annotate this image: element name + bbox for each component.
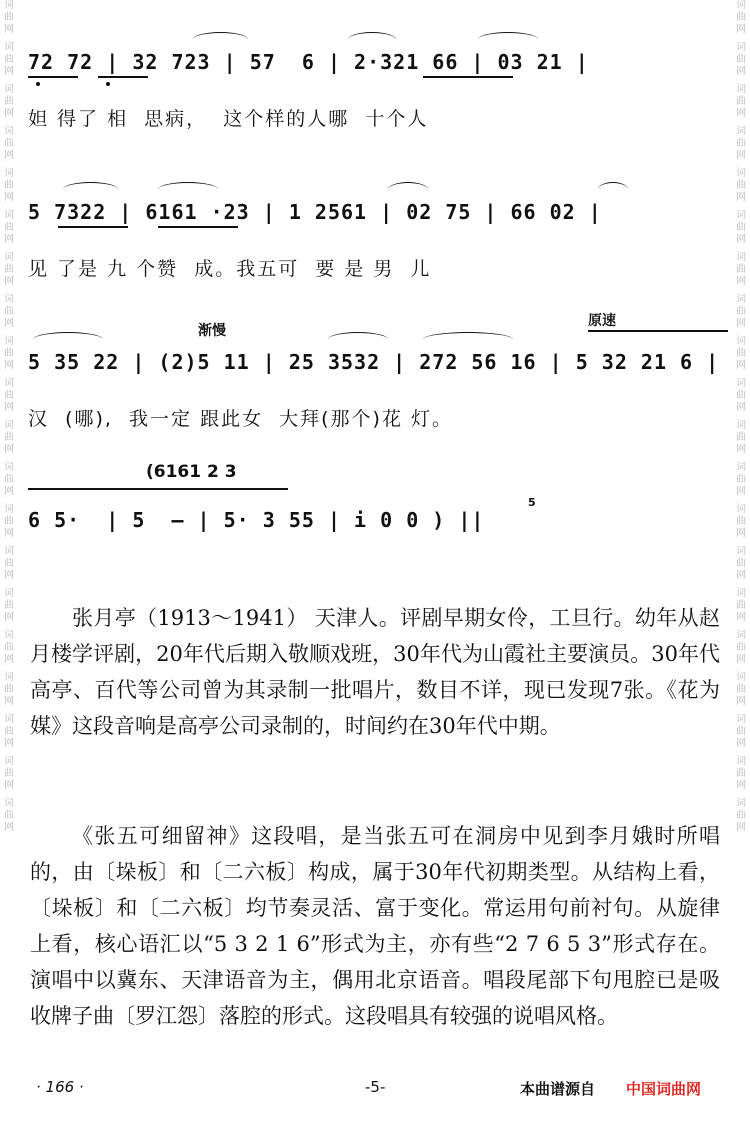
- watermark-text: 词 曲 网: [4, 504, 14, 539]
- slur: [478, 32, 538, 47]
- slur: [328, 332, 388, 347]
- underline: [98, 76, 148, 78]
- paragraph-analysis: 《张五可细留神》这段唱，是当张五可在洞房中见到李月娥时所唱的，由〔垛板〕和〔二六板〕构成，属于30年代初期类型。从结构上看，〔垛板〕和〔二六板〕均节奏灵活、富于变化。常运用句前衬句。从旋律上看，核心语汇以“5 3 2 1 6”形式为主，亦有些“2 7 6 5 3”形式存在。演唱中以冀东、天津语音为主，偶用北京语音。唱段尾部下句甩腔已是吸收牌子曲〔罗江怨〕落腔的形式。这段唱具有较强的说唱风格。: [30, 824, 720, 1028]
- watermark-text: 词 曲 网: [736, 798, 746, 833]
- underline: [158, 226, 238, 228]
- notes-row-3: 5 35 22 | (2)5 11 | 25 3532 | 272 56 16 | 5 32 21 6 |: [28, 350, 720, 374]
- notes-row-4: 6 5· | 5 — | 5· 3 55 | i 0 0 ) ||: [28, 508, 485, 532]
- watermark-text: 词 曲 网: [736, 546, 746, 581]
- watermark-text: 词 曲 网: [4, 798, 14, 833]
- notes-row-2: 5 7322 | 6161 ·23 | 1 2561 | 02 75 | 66 02 |: [28, 200, 602, 224]
- watermark-text: 词 曲 网: [736, 0, 746, 35]
- notes-row-1: 72 72 | 32 723 | 57 6 | 2·321 66 | 03 21 |: [28, 50, 589, 74]
- watermark-text: 词 曲 网: [736, 504, 746, 539]
- underline: [58, 226, 128, 228]
- lyrics-row-2: 见 了是 九 个赞 成。我五可 要 是 男 儿: [28, 258, 432, 280]
- watermark-text: 词 曲 网: [4, 756, 14, 791]
- lyrics-row-1: 妲 得了 相 思病， 这个样的人哪 十个人: [28, 108, 429, 130]
- watermark-text: 词 曲 网: [4, 210, 14, 245]
- watermark-text: 词 曲 网: [736, 294, 746, 329]
- watermark-text: 词 曲 网: [736, 462, 746, 497]
- watermark-text: 词 曲 网: [736, 714, 746, 749]
- watermark-text: 词 曲 网: [736, 672, 746, 707]
- score-row-4: [28, 462, 728, 610]
- grace-notes: (6161 2 3: [146, 462, 237, 482]
- slur: [63, 182, 118, 197]
- watermark-text: 词 曲 网: [736, 756, 746, 791]
- right-watermark-strip: [732, 0, 750, 1127]
- watermark-text: 词 曲 网: [736, 378, 746, 413]
- octave-dot: [106, 82, 110, 86]
- slur: [423, 332, 513, 347]
- source-site-link[interactable]: 中国词曲网: [626, 1080, 702, 1098]
- watermark-text: 词 曲 网: [4, 672, 14, 707]
- underline: [423, 76, 513, 78]
- watermark-text: 词 曲 网: [736, 252, 746, 287]
- watermark-text: 词 曲 网: [4, 588, 14, 623]
- watermark-text: 词 曲 网: [736, 126, 746, 161]
- source-label: 本曲谱源自: [520, 1080, 596, 1098]
- watermark-text: 词 曲 网: [4, 0, 14, 35]
- slur: [348, 32, 396, 47]
- slur: [598, 182, 628, 197]
- watermark-text: 词 曲 网: [736, 168, 746, 203]
- underline: [28, 76, 78, 78]
- jianpu-score: [28, 0, 728, 580]
- watermark-text: 词 曲 网: [4, 252, 14, 287]
- watermark-text: 词 曲 网: [4, 294, 14, 329]
- octave-dot: [36, 82, 40, 86]
- watermark-text: 词 曲 网: [4, 546, 14, 581]
- tempo-slow-mark: 渐慢: [198, 323, 226, 339]
- watermark-text: 词 曲 网: [4, 168, 14, 203]
- watermark-text: 词 曲 网: [736, 630, 746, 665]
- page-number-left: · 166 ·: [36, 1078, 84, 1096]
- slur: [158, 182, 218, 197]
- watermark-text: 词 曲 网: [736, 336, 746, 371]
- watermark-text: 词 曲 网: [736, 420, 746, 455]
- watermark-text: 词 曲 网: [4, 42, 14, 77]
- watermark-text: 词 曲 网: [736, 84, 746, 119]
- watermark-text: 词 曲 网: [4, 84, 14, 119]
- slur: [193, 32, 248, 47]
- page-number-center: -5-: [365, 1078, 386, 1096]
- score-row-2: [28, 200, 728, 310]
- watermark-text: 词 曲 网: [4, 714, 14, 749]
- watermark-text: 词 曲 网: [4, 378, 14, 413]
- tempo-original-mark: 原速: [588, 313, 616, 329]
- lyrics-row-3: 汉 (哪), 我一定 跟此女 大拜(那个)花 灯。: [28, 408, 454, 430]
- grace-superscript: 5: [528, 496, 536, 509]
- score-row-1: [28, 50, 728, 160]
- watermark-text: 词 曲 网: [736, 210, 746, 245]
- score-row-3: [28, 313, 728, 460]
- watermark-text: 词 曲 网: [4, 462, 14, 497]
- slur: [33, 332, 103, 347]
- watermark-text: 词 曲 网: [4, 336, 14, 371]
- watermark-text: 词 曲 网: [4, 630, 14, 665]
- watermark-text: 词 曲 网: [736, 42, 746, 77]
- paragraph-biography: 张月亭（1913～1941） 天津人。评剧早期女伶，工旦行。幼年从赵月楼学评剧，20年代后期入敬顺戏班，30年代为山霞社主要演员。30年代高亭、百代等公司曾为其录制一批唱片，数目不详，现已发现7张。《花为媒》这段音响是高亭公司录制的，时间约在30年代中期。: [30, 606, 720, 738]
- tie-line: [28, 488, 288, 490]
- slur: [388, 182, 428, 197]
- tempo-extension-line: [588, 330, 728, 332]
- watermark-text: 词 曲 网: [4, 126, 14, 161]
- watermark-text: 词 曲 网: [736, 588, 746, 623]
- watermark-text: 词 曲 网: [4, 420, 14, 455]
- left-watermark-strip: [0, 0, 18, 1127]
